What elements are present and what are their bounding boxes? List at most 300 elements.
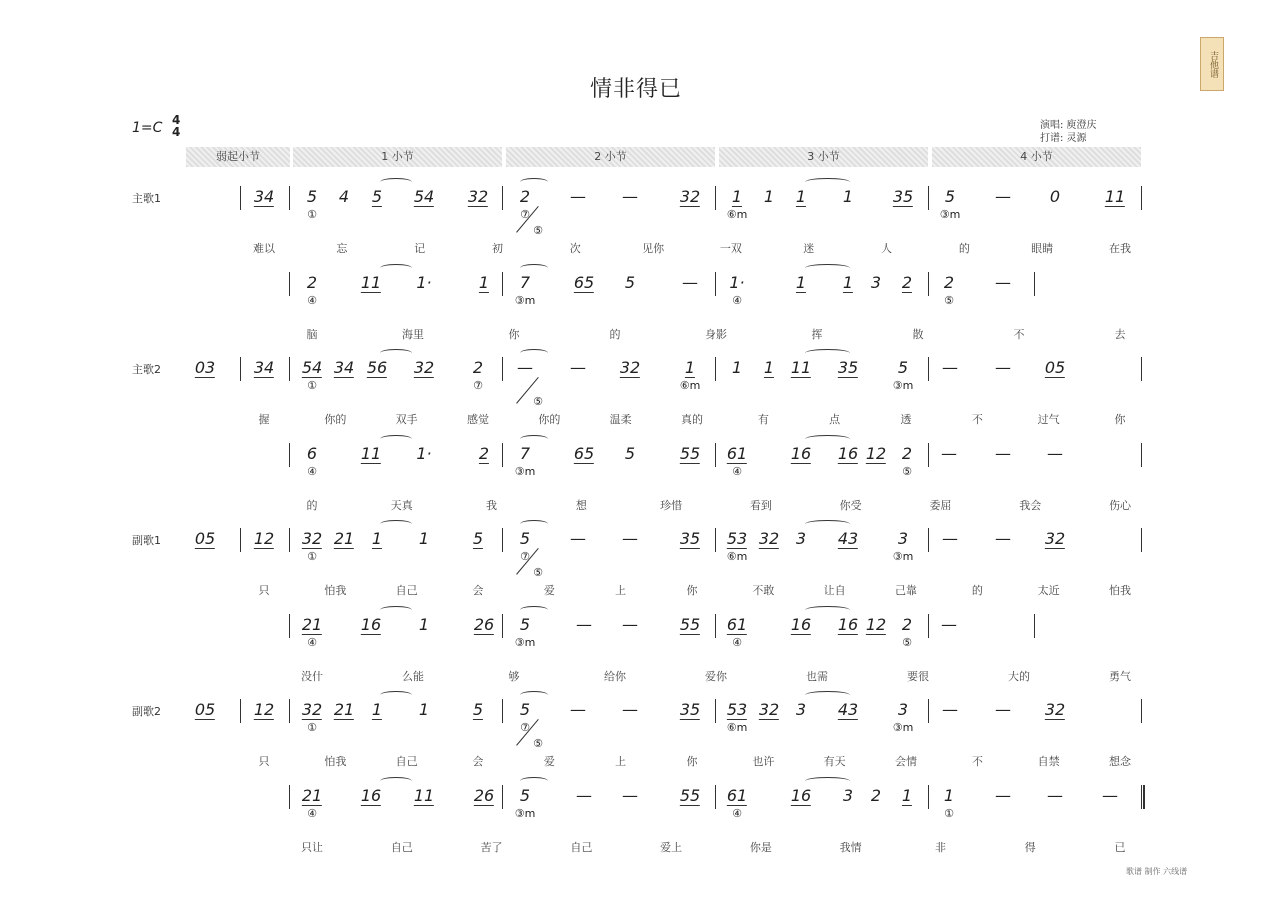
barline: [928, 614, 929, 638]
note: 35: [679, 529, 701, 548]
lyric: 天真: [390, 499, 413, 512]
chord-marker: ⑤: [944, 294, 954, 307]
footer-note: 歌谱 制作 六线谱: [1126, 867, 1188, 876]
lyric: 己靠: [895, 584, 917, 597]
note: 61: [726, 615, 748, 634]
note: 43: [837, 700, 859, 719]
lyric: 不: [971, 755, 983, 768]
note: —: [622, 786, 638, 805]
lyric: 初: [491, 242, 503, 255]
slur-arc: [805, 691, 850, 699]
barline: [502, 186, 503, 210]
slur-arc: [520, 520, 548, 528]
chord-marker: ③m: [514, 807, 536, 820]
barline: [928, 357, 929, 381]
chord-marker: ⑤: [902, 465, 912, 478]
note: —: [622, 615, 638, 634]
key-signature: 1=C: [132, 120, 163, 136]
note: 21: [333, 529, 355, 548]
note: 16: [790, 444, 812, 463]
lyric: 我会: [1019, 499, 1042, 512]
note: 11: [413, 786, 435, 805]
lyric: 的: [958, 242, 970, 255]
lyric: 过气: [1037, 413, 1060, 426]
slur-arc: [380, 349, 412, 357]
barline: [1034, 272, 1035, 296]
barline: [502, 699, 503, 723]
lyric: 要很: [907, 670, 929, 683]
lyric: 怕我: [1109, 584, 1131, 597]
note: 1: [795, 273, 807, 292]
note: —: [570, 187, 586, 206]
slur-arc: [805, 606, 850, 614]
lyric: 身影: [705, 328, 727, 341]
note: —: [517, 358, 533, 377]
chord-marker: ③m: [892, 550, 914, 563]
lyric: 爱上: [660, 841, 683, 854]
lyric: 的: [609, 328, 621, 341]
note: —: [622, 529, 638, 548]
slur-arc: [380, 777, 412, 785]
chord-marker: ①: [307, 208, 317, 221]
chord-marker-5: ⑤: [533, 737, 543, 750]
header-pickup: 弱起小节: [186, 147, 290, 167]
chord-marker: ⑦: [520, 721, 530, 734]
slur-arc: [520, 349, 548, 357]
note: 16: [837, 444, 859, 463]
note: 55: [679, 786, 701, 805]
note: —: [1102, 786, 1118, 805]
lyric: 得: [1024, 841, 1036, 854]
barline: [928, 272, 929, 296]
barline: [289, 272, 290, 296]
barline: [715, 357, 716, 381]
watermark: [152, 359, 184, 412]
section-label: 副歌1: [132, 534, 161, 547]
note: 3: [897, 700, 909, 719]
note: 32: [413, 358, 435, 377]
version-stamp: 吉他谱: [1200, 37, 1224, 91]
lyric: 一双: [719, 242, 742, 255]
note: 5: [624, 273, 636, 292]
chord-marker: ③m: [514, 636, 536, 649]
note: 5: [944, 187, 956, 206]
lyric: 怕我: [324, 755, 347, 768]
barline: [289, 357, 290, 381]
slur-arc: [380, 264, 412, 272]
note: 1: [418, 529, 430, 548]
note: 16: [360, 786, 382, 805]
slur-arc: [805, 435, 850, 443]
header-measure-3: 3 小节: [719, 147, 928, 167]
note: 5: [519, 786, 531, 805]
chord-marker: ④: [307, 636, 317, 649]
chord-marker: ④: [732, 465, 742, 478]
chord-marker: ④: [307, 294, 317, 307]
lyric: 够: [508, 670, 520, 683]
note: —: [995, 273, 1011, 292]
lyric: 想: [575, 499, 587, 512]
slur-arc: [520, 777, 548, 785]
barline: [1141, 699, 1142, 723]
chord-marker: ③m: [892, 379, 914, 392]
note: 43: [837, 529, 859, 548]
slur-arc: [805, 520, 850, 528]
barline: [1141, 528, 1142, 552]
lyric: 不敢: [752, 584, 775, 597]
note: 32: [1044, 529, 1066, 548]
lyric: 珍惜: [660, 499, 683, 512]
lyric: 大的: [1008, 670, 1030, 683]
slur-arc: [520, 264, 548, 272]
lyric: 上: [615, 755, 627, 768]
note: 2: [901, 615, 913, 634]
lyric: 只让: [301, 841, 323, 854]
slur-arc: [380, 178, 412, 186]
note: —: [622, 700, 638, 719]
page-title: 情非得已: [589, 77, 682, 102]
note: 12: [253, 700, 275, 719]
slur-arc: [805, 349, 850, 357]
note: 05: [194, 529, 216, 548]
chord-marker: ④: [732, 294, 742, 307]
note: 35: [837, 358, 859, 377]
lyric: 没什: [301, 670, 323, 683]
note: 65: [573, 444, 595, 463]
lyric: 温柔: [609, 413, 632, 426]
time-top: 4: [172, 113, 181, 127]
chord-marker: ③m: [892, 721, 914, 734]
barline: [715, 443, 716, 467]
lyric: 伤心: [1109, 499, 1131, 512]
chord-marker-5: ⑤: [533, 224, 543, 237]
note: 1: [371, 529, 383, 548]
note: 5: [519, 615, 531, 634]
chord-marker: ④: [307, 465, 317, 478]
lyric: 让自: [823, 584, 846, 597]
note: —: [995, 786, 1011, 805]
barline: [928, 443, 929, 467]
lyric: 只: [258, 755, 270, 768]
chord-marker: ①: [307, 379, 317, 392]
lyric: 不: [1013, 328, 1025, 341]
chord-marker: ④: [732, 807, 742, 820]
note: 3: [842, 786, 854, 805]
chord-marker: ①: [307, 721, 317, 734]
lyric: 见你: [642, 242, 665, 255]
note: 11: [1104, 187, 1126, 206]
time-bottom: 4: [172, 125, 181, 139]
barline: [715, 528, 716, 552]
note: 2: [306, 273, 318, 292]
header-measure-2: 2 小节: [506, 147, 715, 167]
lyric: 你: [508, 328, 520, 341]
note: 1: [731, 358, 743, 377]
barline: [289, 614, 290, 638]
header-measure-1: 1 小节: [293, 147, 502, 167]
note: 1·: [416, 273, 432, 292]
note: 21: [333, 700, 355, 719]
note: 16: [790, 786, 812, 805]
note: 54: [301, 358, 323, 377]
barline: [240, 357, 241, 381]
lyric: 太近: [1037, 584, 1060, 597]
lyric: 记: [414, 242, 426, 255]
lyric: 在我: [1109, 242, 1131, 255]
header-measure-4: 4 小节: [932, 147, 1141, 167]
note: —: [941, 444, 957, 463]
barline: [928, 699, 929, 723]
lyric: 自己: [395, 755, 418, 768]
note: 03: [194, 358, 216, 377]
note: 2: [519, 187, 531, 206]
note: 12: [253, 529, 275, 548]
note: 2: [901, 444, 913, 463]
note: 1: [795, 187, 807, 206]
barline: [715, 186, 716, 210]
lyric: 你是: [749, 841, 772, 854]
note: —: [995, 358, 1011, 377]
note: 2: [943, 273, 955, 292]
lyric: 人: [881, 242, 893, 255]
lyric: 自己: [395, 584, 418, 597]
lyric: 会: [472, 755, 484, 768]
note: 1: [901, 786, 913, 805]
lyric: 我情: [839, 841, 862, 854]
barline: [502, 785, 503, 809]
note: 32: [467, 187, 489, 206]
note: 5: [897, 358, 909, 377]
slur-arc: [520, 435, 548, 443]
lyric: 也需: [806, 670, 828, 683]
note: —: [570, 529, 586, 548]
note: 7: [519, 273, 531, 292]
chord-marker: ③m: [939, 208, 961, 221]
lyric: 海里: [402, 328, 424, 341]
note: —: [1047, 444, 1063, 463]
slur-arc: [520, 606, 548, 614]
note: 3: [870, 273, 882, 292]
chord-marker: ①: [307, 550, 317, 563]
note: 21: [301, 615, 323, 634]
note: 1: [418, 615, 430, 634]
chord-marker: ③m: [514, 465, 536, 478]
barline: [715, 785, 716, 809]
note: 5: [624, 444, 636, 463]
note: 3: [897, 529, 909, 548]
note: —: [942, 700, 958, 719]
slur-arc: [805, 777, 850, 785]
note: 1: [763, 187, 775, 206]
lyric: 双手: [395, 413, 418, 426]
lyric: 真的: [681, 413, 703, 426]
chord-marker-5: ⑤: [533, 566, 543, 579]
slur-arc: [380, 435, 412, 443]
note: 53: [726, 529, 748, 548]
note: 54: [413, 187, 435, 206]
note: —: [622, 187, 638, 206]
barline: [1034, 614, 1035, 638]
note: 55: [679, 444, 701, 463]
note: 5: [306, 187, 318, 206]
barline: [1141, 186, 1142, 210]
note: —: [576, 615, 592, 634]
note: 35: [892, 187, 914, 206]
chord-marker: ⑦: [520, 550, 530, 563]
lyric: 散: [912, 328, 924, 341]
note: 32: [301, 700, 323, 719]
barline: [289, 699, 290, 723]
section-label: 主歌2: [132, 363, 161, 376]
note: 26: [473, 615, 495, 634]
lyric: 也许: [752, 755, 775, 768]
lyric: 难以: [253, 242, 275, 255]
barline: [502, 272, 503, 296]
lyric: 迷: [803, 242, 815, 255]
lyric: 会情: [895, 755, 917, 768]
barline: [240, 528, 241, 552]
chord-marker: ④: [732, 636, 742, 649]
barline: [240, 186, 241, 210]
lyric: 委屈: [929, 499, 952, 512]
lyric: 勇气: [1109, 670, 1131, 683]
note: 35: [679, 700, 701, 719]
lyric: 爱你: [705, 670, 727, 683]
lyric: 握: [258, 413, 270, 426]
barline: [289, 186, 290, 210]
note: 1: [684, 358, 696, 377]
note: 05: [194, 700, 216, 719]
section-label: 主歌1: [132, 192, 161, 205]
barline: [502, 614, 503, 638]
final-barline: [1143, 785, 1145, 809]
note: 11: [360, 273, 382, 292]
lyric: 点: [829, 413, 841, 426]
note: 1: [731, 187, 743, 206]
note: 21: [301, 786, 323, 805]
lyric: 你: [1114, 413, 1126, 426]
slur-arc: [520, 691, 548, 699]
note: 1: [842, 187, 854, 206]
barline: [928, 785, 929, 809]
lyric: 上: [615, 584, 627, 597]
note: 1·: [729, 273, 745, 292]
note: 34: [333, 358, 355, 377]
lyric: 眼睛: [1031, 242, 1054, 255]
lyric: 会: [472, 584, 484, 597]
note: 7: [519, 444, 531, 463]
note: 1: [763, 358, 775, 377]
note: 0: [1049, 187, 1061, 206]
time-signature: [172, 114, 180, 138]
note: 2: [472, 358, 484, 377]
note: 2: [901, 273, 913, 292]
note: —: [995, 529, 1011, 548]
note: 12: [865, 615, 887, 634]
chord-marker: ③m: [514, 294, 536, 307]
note: 5: [472, 529, 484, 548]
lyric: 透: [900, 413, 912, 426]
note: 5: [472, 700, 484, 719]
barline: [1141, 443, 1142, 467]
lyric: 爱: [543, 584, 555, 597]
note: 56: [366, 358, 388, 377]
lyric: 的: [306, 499, 318, 512]
note: 16: [790, 615, 812, 634]
lyric: 给你: [604, 670, 626, 683]
note: —: [570, 700, 586, 719]
chord-marker: ④: [307, 807, 317, 820]
note: 2: [870, 786, 882, 805]
chord-marker: ⑥m: [679, 379, 701, 392]
lyric: 忘: [336, 242, 348, 255]
chord-marker: ⑦: [520, 208, 530, 221]
lyric: 你受: [839, 499, 862, 512]
lyric: 只: [258, 584, 270, 597]
note: —: [995, 187, 1011, 206]
barline: [1141, 785, 1142, 809]
note: 2: [478, 444, 490, 463]
chord-marker: ⑥m: [726, 208, 748, 221]
lyric: 脑: [306, 328, 318, 341]
note: —: [1047, 786, 1063, 805]
section-label: 副歌2: [132, 705, 161, 718]
note: 11: [790, 358, 812, 377]
note: —: [995, 444, 1011, 463]
note: —: [995, 700, 1011, 719]
note: 65: [573, 273, 595, 292]
lyric: 去: [1114, 328, 1126, 341]
note: 34: [253, 187, 275, 206]
note: 12: [865, 444, 887, 463]
note: 61: [726, 786, 748, 805]
lyric: 看到: [749, 499, 772, 512]
barline: [289, 443, 290, 467]
lyric: 有: [757, 413, 769, 426]
barline: [240, 699, 241, 723]
lyric: 已: [1114, 841, 1126, 854]
barline: [715, 272, 716, 296]
note: —: [682, 273, 698, 292]
note: 3: [795, 700, 807, 719]
lyric: 怕我: [324, 584, 347, 597]
lyric: 你的: [538, 413, 561, 426]
lyric: 你: [686, 755, 698, 768]
barline: [502, 443, 503, 467]
lyric: 有天: [823, 755, 846, 768]
slur-arc: [805, 264, 850, 272]
note: 55: [679, 615, 701, 634]
barline: [289, 528, 290, 552]
note: —: [942, 529, 958, 548]
note: 1: [371, 700, 383, 719]
lyric: 次: [569, 242, 581, 255]
note: 32: [758, 700, 780, 719]
barline: [1141, 357, 1142, 381]
lyric: 我: [486, 499, 498, 512]
lyric: 爱: [543, 755, 555, 768]
note: 16: [837, 615, 859, 634]
note: 4: [338, 187, 350, 206]
slur-arc: [380, 520, 412, 528]
singer-credit: 演唱: 庾澄庆: [1040, 120, 1097, 131]
note: 1: [943, 786, 955, 805]
lyric: 你: [686, 584, 698, 597]
note: 1·: [416, 444, 432, 463]
transcriber-credit: 打谱: 灵源: [1040, 133, 1087, 144]
barline: [715, 614, 716, 638]
note: 32: [1044, 700, 1066, 719]
